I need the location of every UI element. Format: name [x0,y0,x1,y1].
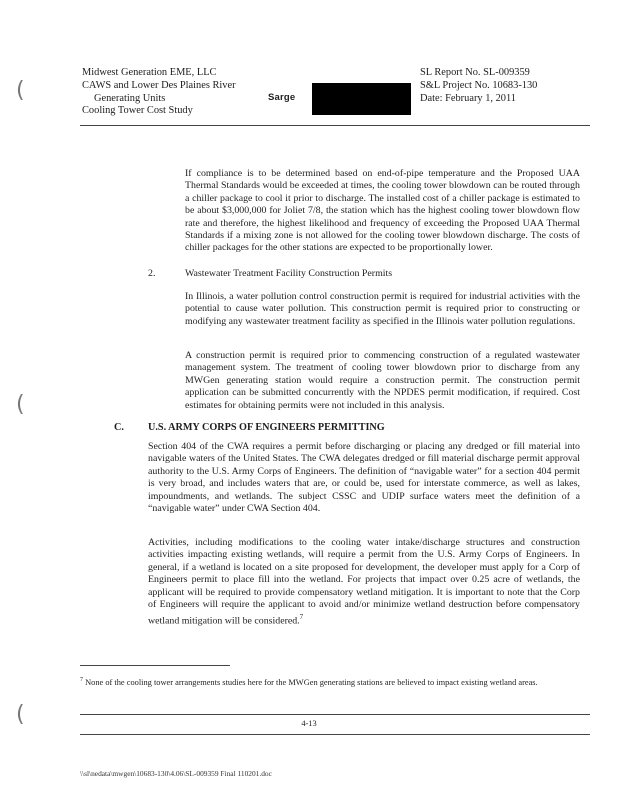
paragraph-illinois-permit: In Illinois, a water pollution control construction permit is required for industrial activities with the potential to cause water pollution. This construction permit is required prior to constructing or modifying any wastewater treatment facility as specified in the Illinois water pollution regulations. [185,291,580,327]
project-number: S&L Project No. 10683-130 [420,79,538,91]
header-right [420,67,590,105]
footnote-divider [80,665,230,666]
report-date: Date: February 1, 2011 [420,92,516,104]
footnote-reference: 7 [299,613,304,622]
binder-hole-mark-middle: ( [16,392,25,417]
header-divider [80,125,590,126]
footnote-text: None of the cooling tower arrangements studies here for the MWGen generating stations are believed to impact existing wetland areas. [85,677,538,687]
paragraph-chiller-package: If compliance is to be determined based on end-of-pipe temperature and the Proposed UAA Thermal Standards would be exceeded at times, the cooling tower blowdown can be routed through a chiller package to cool it prior to discharge. The installed cost of a chiller package is estimated to be about $3,000,000 for Joliet 7/8, the station which has the highest cooling tower blowdown flow rate and therefore, the highest likelihood and frequency of exceeding the Proposed UAA Thermal Standards if a mixing zone is not allowed for the cooling tower blowdown discharge. The costs of chiller packages for the other stations are expected to be proportionally lower. [185,168,580,254]
company-name: Midwest Generation EME, LLC [82,67,217,78]
report-number: SL Report No. SL-009359 [420,67,530,78]
section-heading: U.S. ARMY CORPS OF ENGINEERS PERMITTING [148,422,385,433]
project-location: CAWS and Lower Des Plaines River [82,79,236,91]
list-item-title: Wastewater Treatment Facility Construction Permits [185,268,393,279]
footer-divider-lower [80,734,590,735]
project-units: Generating Units [94,92,166,104]
section-letter: C. [114,422,124,433]
footnote-number: 7 [80,677,83,683]
list-item-number: 2. [148,268,156,279]
page-number: 4-13 [301,719,317,728]
company-logo: Sarge [268,92,296,103]
binder-hole-mark-bottom: ( [16,702,25,727]
footnote [80,675,585,688]
binder-hole-mark-top: ( [16,78,25,103]
paragraph-activities-text: Activities, including modifications to the cooling water intake/discharge structures and construction activities impacting existing wetlands, will require a permit from the U.S. Army Corps of Engineers. In general, if a wetland is located on a site proposed for development, the developer must apply for a Corp of Engineers permit to place fill into the wetland. For projects that impact over 0.25 acre of wetlands, the applicant will be required to provide compensatory wetland mitigation. It is important to note that the Corp of Engineers will require the applicant to avoid and/or minimize wetland destruction before compensatory wetland mitigation will be considered. [148,537,580,627]
paragraph-activities [148,537,580,628]
header-left [82,67,292,118]
file-path: \\sl\nedata\mwgen\10683-130\4.06\SL-009359 Final 110201.doc [80,769,272,778]
paragraph-section-404: Section 404 of the CWA requires a permit before discharging or placing any dredged or fill material into navigable waters of the United States. The CWA delegates dredged or fill material discharge permit approval authority to the U.S. Army Corps of Engineers. The definition of “navigable water” for a section 404 permit is very broad, and includes waters that are, or could be, used for interstate commerce, as well as lakes, impoundments, and wetlands. The subject CSSC and UDIP surface waters meet the definition of a “navigable water” under CWA Section 404. [148,441,580,515]
redaction-block [312,83,411,115]
study-title: Cooling Tower Cost Study [82,105,193,117]
footer-divider [80,714,590,715]
paragraph-construction-permit: A construction permit is required prior to commencing construction of a regulated wastewater management system. The treatment of cooling tower blowdown prior to discharge from any MWGen generating station would require a construction permit. The construction permit application can be submitted concurrently with the NPDES permit modification, if required. Cost estimates for obtaining permits were not included in this analysis. [185,350,580,411]
